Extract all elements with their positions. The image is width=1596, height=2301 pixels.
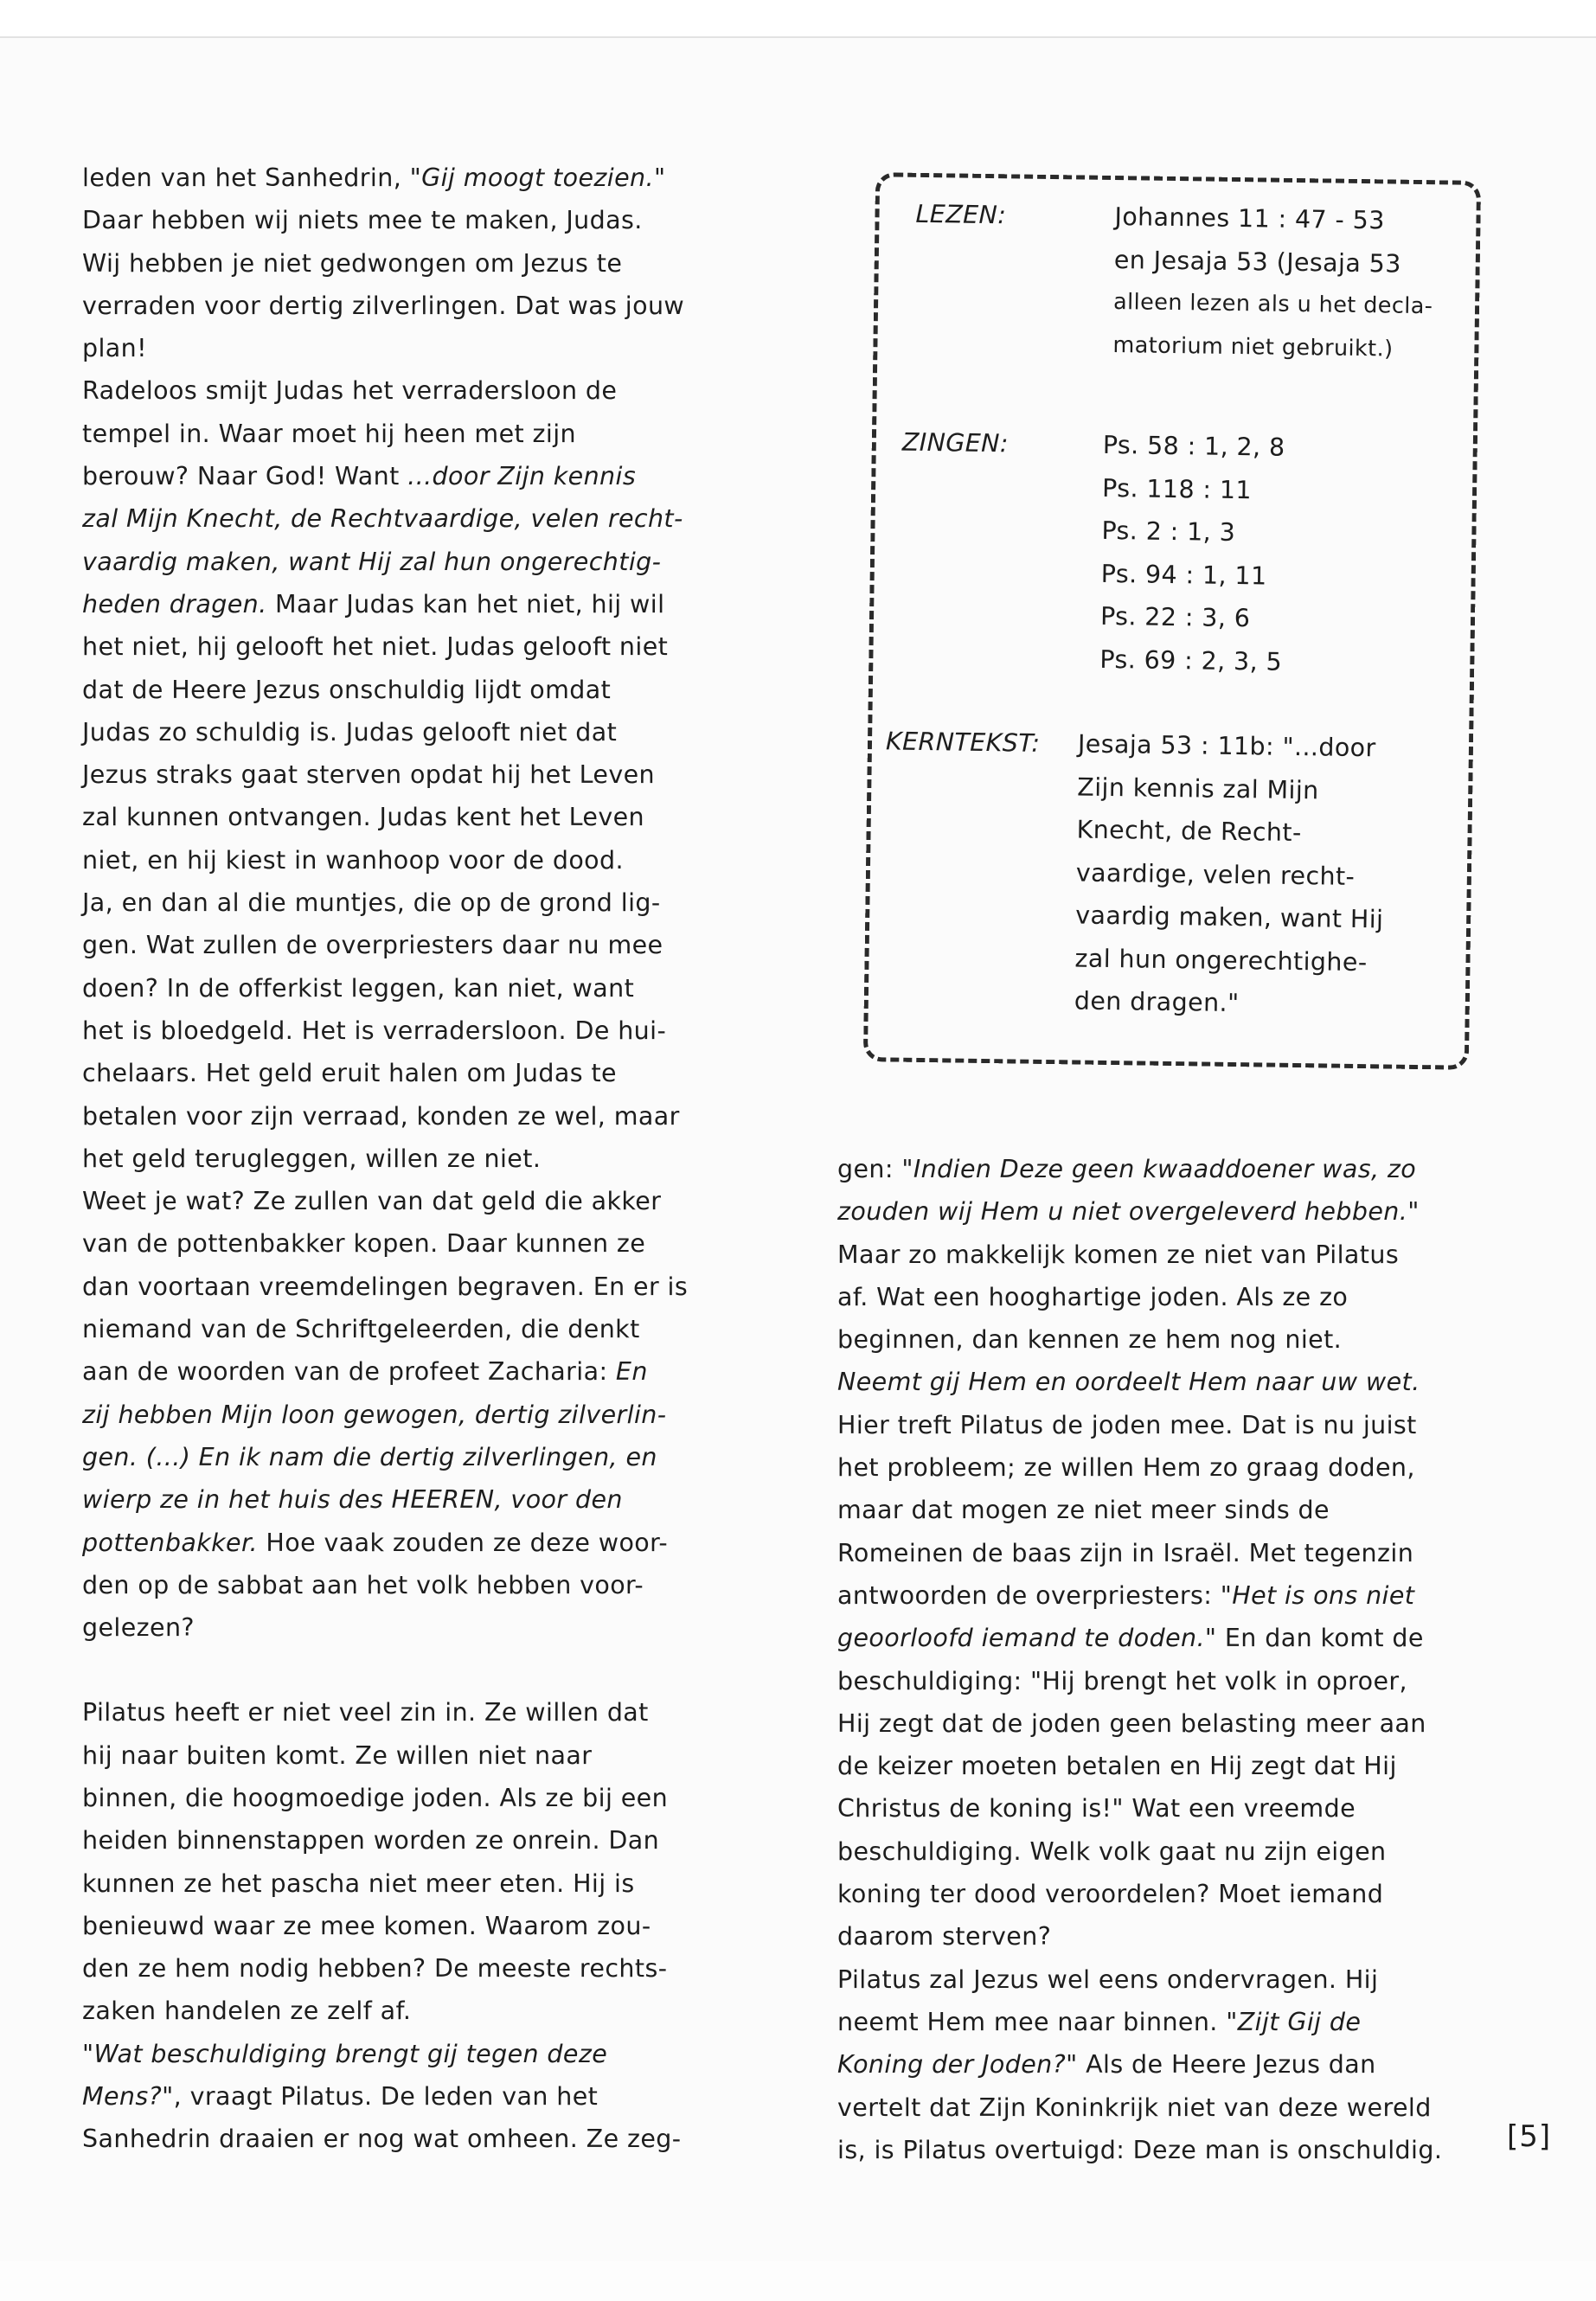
kerntekst-line: Zijn kennis zal Mijn bbox=[1077, 772, 1319, 804]
kerntekst-line: vaardig maken, want Hij bbox=[1075, 901, 1384, 934]
text-line: vertelt dat Zijn Koninkrijk niet van deze wereld bbox=[837, 2093, 1432, 2122]
text-line: Hij zegt dat de joden geen belasting meer aan bbox=[837, 1708, 1426, 1738]
zingen-line: Ps. 22 : 3, 6 bbox=[1099, 601, 1251, 633]
text-line: binnen, die hoogmoedige joden. Als ze bij een bbox=[82, 1783, 669, 1812]
text-line: Pilatus zal Jezus wel eens ondervragen. Hij bbox=[837, 1965, 1379, 1994]
text-line: Koning der Joden?" Als de Heere Jezus dan bbox=[837, 2050, 1376, 2080]
text-line: maar dat mogen ze niet meer sinds de bbox=[837, 1496, 1330, 1525]
right-column-text bbox=[837, 1148, 1482, 2171]
text-line: het niet, hij gelooft het niet. Judas gelooft niet bbox=[82, 632, 669, 662]
kerntekst-line: vaardige, velen recht- bbox=[1075, 857, 1356, 891]
text-line: dan voortaan vreemdelingen begraven. En er is bbox=[82, 1272, 689, 1301]
text-line: hij naar buiten komt. Ze willen niet naar bbox=[82, 1740, 593, 1770]
text-line: zij hebben Mijn loon gewogen, dertig zilverlin- bbox=[82, 1400, 667, 1429]
text-line: Mens?", vraagt Pilatus. De leden van het bbox=[82, 2082, 599, 2112]
text-line: leden van het Sanhedrin, "Gij moogt toezien." bbox=[82, 163, 666, 192]
text-line: zal Mijn Knecht, de Rechtvaardige, velen recht- bbox=[82, 504, 683, 534]
lezen-line: en Jesaja 53 (Jesaja 53 bbox=[1113, 245, 1401, 279]
lezen-label: LEZEN: bbox=[915, 199, 1007, 230]
zingen-line: Ps. 2 : 1, 3 bbox=[1101, 516, 1236, 548]
kerntekst-line: Jesaja 53 : 11b: "...door bbox=[1077, 729, 1376, 763]
text-line: het probleem; ze willen Hem zo graag doden, bbox=[837, 1453, 1415, 1483]
text-line: gen. (...) En ik nam die dertig zilverlingen, en bbox=[82, 1442, 657, 1471]
text-line: Judas zo schuldig is. Judas gelooft niet dat bbox=[82, 717, 618, 747]
kerntekst-line: zal hun ongerechtighe- bbox=[1074, 943, 1368, 977]
kerntekst-lines bbox=[1074, 722, 1387, 1026]
text-line: niemand van de Schriftgeleerden, die denkt bbox=[82, 1315, 640, 1344]
text-line: de keizer moeten betalen en Hij zegt dat Hij bbox=[837, 1752, 1397, 1781]
text-line: heden dragen. Maar Judas kan het niet, hij wil bbox=[82, 589, 665, 619]
kerntekst-line: den dragen." bbox=[1074, 986, 1240, 1018]
zingen-line: Ps. 118 : 11 bbox=[1101, 473, 1253, 504]
text-line: beschuldiging. Welk volk gaat nu zijn eigen bbox=[837, 1836, 1387, 1866]
lezen-lines bbox=[1112, 195, 1434, 371]
text-line: zal kunnen ontvangen. Judas kent het Leven bbox=[82, 803, 645, 832]
text-line: daarom sterven? bbox=[837, 1922, 1052, 1952]
text-line: is, is Pilatus overtuigd: Deze man is onschuldig. bbox=[837, 2135, 1443, 2164]
zingen-lines bbox=[1099, 424, 1285, 683]
text-line: plan! bbox=[82, 334, 147, 363]
text-line: Neemt gij Hem en oordeelt Hem naar uw wet. bbox=[837, 1368, 1420, 1397]
text-line: dat de Heere Jezus onschuldig lijdt omdat bbox=[82, 675, 612, 704]
text-line: heiden binnenstappen worden ze onrein. Dan bbox=[82, 1826, 660, 1856]
text-line: gelezen? bbox=[82, 1613, 195, 1643]
text-line: beginnen, dan kennen ze hem nog niet. bbox=[837, 1325, 1343, 1355]
text-line: het geld terugleggen, willen ze niet. bbox=[82, 1144, 542, 1173]
text-line: Weet je wat? Ze zullen van dat geld die akker bbox=[82, 1187, 662, 1216]
text-line: neemt Hem mee naar binnen. "Zijt Gij de bbox=[837, 2007, 1362, 2036]
kerntekst-line: Knecht, de Recht- bbox=[1076, 815, 1302, 848]
text-line: gen. Wat zullen de overpriesters daar nu mee bbox=[82, 931, 663, 960]
text-line: Sanhedrin draaien er nog wat omheen. Ze zeg- bbox=[82, 2125, 682, 2154]
reading-info-box bbox=[863, 172, 1481, 1070]
text-line: beschuldiging: "Hij brengt het volk in oproer, bbox=[837, 1666, 1407, 1695]
text-line: verraden voor dertig zilverlingen. Dat was jouw bbox=[82, 291, 685, 320]
text-line: tempel in. Waar moet hij heen met zijn bbox=[82, 419, 577, 448]
text-line bbox=[82, 1649, 757, 1691]
text-line: Christus de koning is!" Wat een vreemde bbox=[837, 1794, 1356, 1823]
text-line: chelaars. Het geld eruit halen om Judas te bbox=[82, 1059, 617, 1088]
text-line: wierp ze in het huis des HEEREN, voor den bbox=[82, 1485, 623, 1515]
text-line: geoorloofd iemand te doden." En dan komt de bbox=[837, 1624, 1424, 1653]
text-line: Romeinen de baas zijn in Israël. Met tegenzin bbox=[837, 1538, 1414, 1567]
page-number: [5] bbox=[1507, 2119, 1552, 2154]
text-line: kunnen ze het pascha niet meer eten. Hij is bbox=[82, 1868, 635, 1898]
text-line: berouw? Naar God! Want ...door Zijn kennis bbox=[82, 462, 637, 491]
text-line: van de pottenbakker kopen. Daar kunnen ze bbox=[82, 1229, 646, 1259]
text-line: "Wat beschuldiging brengt gij tegen deze bbox=[82, 2039, 608, 2068]
text-line: zouden wij Hem u niet overgeleverd hebben." bbox=[837, 1197, 1420, 1227]
text-line: Jezus straks gaat sterven opdat hij het Leven bbox=[82, 760, 656, 790]
text-line: betalen voor zijn verraad, konden ze wel, maar bbox=[82, 1101, 680, 1131]
lezen-line: Johannes 11 : 47 - 53 bbox=[1114, 202, 1385, 235]
text-line: pottenbakker. Hoe vaak zouden ze deze woor- bbox=[82, 1528, 669, 1557]
text-line: het is bloedgeld. Het is verradersloon. De hui- bbox=[82, 1016, 667, 1045]
text-line: koning ter dood veroordelen? Moet iemand bbox=[837, 1880, 1384, 1909]
lezen-line: alleen lezen als u het decla- bbox=[1112, 289, 1433, 320]
lezen-line: matorium niet gebruikt.) bbox=[1112, 331, 1394, 362]
text-line: Ja, en dan al die muntjes, die op de grond lig- bbox=[82, 888, 661, 918]
zingen-line: Ps. 58 : 1, 2, 8 bbox=[1102, 430, 1285, 462]
text-line: doen? In de offerkist leggen, kan niet, want bbox=[82, 973, 635, 1003]
kerntekst-label: KERNTEKST: bbox=[885, 727, 1041, 758]
text-line: vaardig maken, want Hij zal hun ongerechtig- bbox=[82, 547, 662, 576]
text-line: Hier treft Pilatus de joden mee. Dat is nu juist bbox=[837, 1410, 1417, 1439]
text-line: Pilatus heeft er niet veel zin in. Ze willen dat bbox=[82, 1698, 649, 1727]
text-line: benieuwd waar ze mee komen. Waarom zou- bbox=[82, 1911, 651, 1940]
zingen-line: Ps. 69 : 2, 3, 5 bbox=[1099, 644, 1283, 676]
left-column-text bbox=[82, 157, 757, 2161]
text-line: antwoorden de overpriesters: "Het is ons niet bbox=[837, 1580, 1415, 1610]
text-line: niet, en hij kiest in wanhoop voor de dood. bbox=[82, 845, 624, 875]
text-line: gen: "Indien Deze geen kwaaddoener was, zo bbox=[837, 1155, 1417, 1183]
text-line: Maar zo makkelijk komen ze niet van Pilatus bbox=[837, 1240, 1400, 1269]
text-line: Radeloos smijt Judas het verradersloon de bbox=[82, 376, 618, 406]
zingen-label: ZINGEN: bbox=[901, 427, 1010, 458]
text-line: af. Wat een hooghartige joden. Als ze zo bbox=[837, 1282, 1349, 1311]
text-line: den op de sabbat aan het volk hebben voor- bbox=[82, 1570, 644, 1599]
text-line: den ze hem nodig hebben? De meeste rechts- bbox=[82, 1954, 668, 1984]
zingen-line: Ps. 94 : 1, 11 bbox=[1100, 559, 1267, 591]
text-line: Daar hebben wij niets mee te maken, Judas. bbox=[82, 206, 643, 235]
page-top-band bbox=[0, 0, 1596, 38]
text-line: Wij hebben je niet gedwongen om Jezus te bbox=[82, 248, 623, 278]
text-line: zaken handelen ze zelf af. bbox=[82, 1997, 412, 2026]
text-line: aan de woorden van de profeet Zacharia: En bbox=[82, 1357, 648, 1387]
